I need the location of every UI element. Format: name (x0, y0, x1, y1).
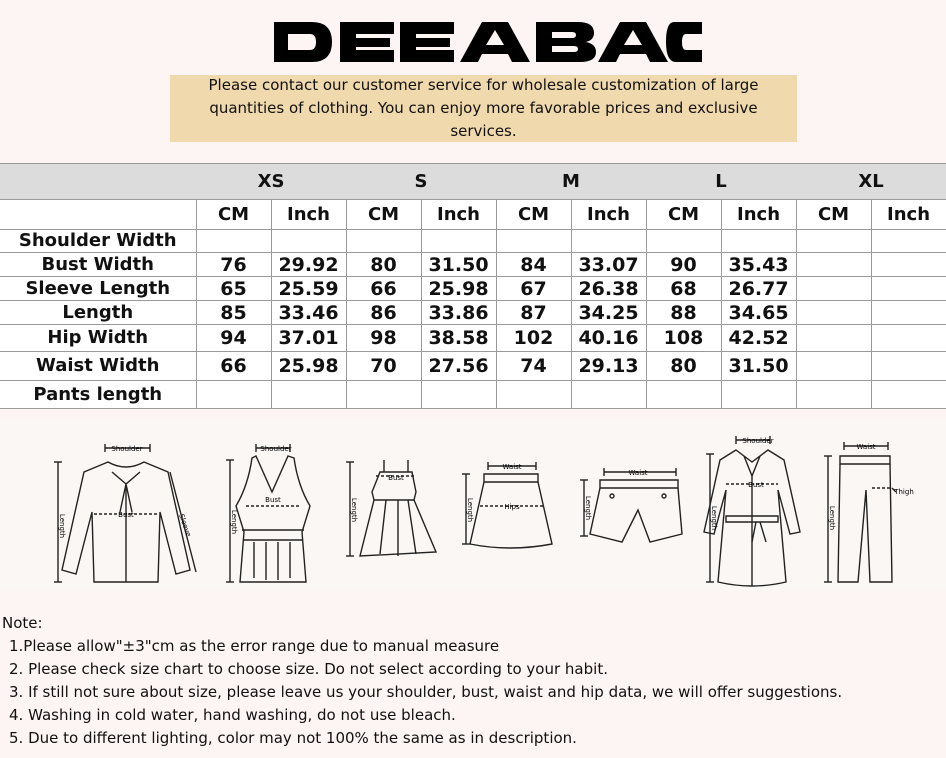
value-cell: 87 (496, 301, 571, 325)
measurement-row (0, 352, 946, 381)
unit-inch: Inch (721, 200, 796, 230)
length-label: Length (584, 495, 592, 521)
value-cell: 25.98 (421, 277, 496, 301)
length-label: Length (710, 505, 718, 531)
shorts-diagram-icon (576, 466, 684, 546)
value-cell: 27.56 (421, 352, 496, 381)
value-cell: 26.77 (721, 277, 796, 301)
value-cell (571, 230, 646, 253)
value-cell: 67 (496, 277, 571, 301)
wholesale-banner (170, 75, 797, 142)
value-cell: 70 (346, 352, 421, 381)
size-xl: XL (796, 164, 946, 200)
shoulder-label: Shoulder (260, 445, 292, 453)
unit-inch: Inch (271, 200, 346, 230)
value-cell: 35.43 (721, 253, 796, 277)
value-cell: 33.86 (421, 301, 496, 325)
note-item: 4. Washing in cold water, hand washing, do not use bleach. (9, 706, 456, 724)
thigh-label: Thigh (894, 488, 914, 496)
coat-diagram-icon (700, 432, 804, 592)
value-cell (196, 230, 271, 253)
value-cell (796, 352, 871, 381)
value-cell (871, 277, 946, 301)
unit-inch: Inch (571, 200, 646, 230)
value-cell: 38.58 (421, 325, 496, 352)
measurement-row (0, 277, 946, 301)
unit-corner-cell (0, 200, 196, 230)
measurement-row (0, 325, 946, 352)
dress-diagram-icon (342, 456, 440, 562)
length-label: Length (466, 497, 474, 523)
note-item: 3. If still not sure about size, please leave us your shoulder, bust, waist and hip data, we will offer suggestions. (9, 683, 843, 701)
value-cell (721, 230, 796, 253)
measurement-row (0, 230, 946, 253)
value-cell (646, 230, 721, 253)
value-cell: 25.98 (271, 352, 346, 381)
sleeve-label: Sleeve (177, 512, 193, 538)
value-cell: 31.50 (721, 352, 796, 381)
waist-label: Waist (502, 463, 522, 471)
value-cell (796, 301, 871, 325)
size-s: S (346, 164, 496, 200)
value-cell (721, 381, 796, 409)
skirt-diagram-icon (458, 458, 554, 554)
value-cell: 65 (196, 277, 271, 301)
value-cell (796, 325, 871, 352)
shoulder-label: Shoulder (111, 445, 143, 453)
value-cell: 84 (496, 253, 571, 277)
row-label: Bust Width (0, 253, 196, 277)
size-m: M (496, 164, 646, 200)
value-cell: 102 (496, 325, 571, 352)
value-cell (871, 381, 946, 409)
value-cell (796, 253, 871, 277)
length-label: Length (58, 513, 66, 539)
note-item: 1.Please allow"±3"cm as the error range due to manual measure (9, 637, 500, 655)
hips-label: Hips (504, 503, 520, 511)
value-cell: 33.46 (271, 301, 346, 325)
value-cell: 66 (346, 277, 421, 301)
value-cell: 29.13 (571, 352, 646, 381)
bust-label: Bust (388, 474, 404, 482)
row-label: Pants length (0, 381, 196, 409)
value-cell: 80 (646, 352, 721, 381)
measurement-row (0, 301, 946, 325)
value-cell (796, 277, 871, 301)
value-cell (646, 381, 721, 409)
row-label: Length (0, 301, 196, 325)
value-cell: 74 (496, 352, 571, 381)
value-cell: 42.52 (721, 325, 796, 352)
value-cell (346, 381, 421, 409)
value-cell (796, 230, 871, 253)
value-cell: 31.50 (421, 253, 496, 277)
value-cell: 86 (346, 301, 421, 325)
value-cell: 33.07 (571, 253, 646, 277)
value-cell (871, 230, 946, 253)
bust-label: Bust (265, 496, 281, 504)
size-header-row (0, 164, 946, 200)
pants-diagram-icon (820, 438, 920, 586)
tank-top-diagram-icon (220, 442, 326, 592)
value-cell: 29.92 (271, 253, 346, 277)
brand-logo (272, 14, 704, 68)
row-label: Hip Width (0, 325, 196, 352)
value-cell: 80 (346, 253, 421, 277)
value-cell: 25.59 (271, 277, 346, 301)
size-l: L (646, 164, 796, 200)
unit-header-row (0, 200, 946, 230)
value-cell: 88 (646, 301, 721, 325)
unit-cm: CM (496, 200, 571, 230)
notes-title: Note: (2, 614, 43, 632)
blouse-diagram-icon (50, 442, 202, 592)
value-cell: 94 (196, 325, 271, 352)
unit-cm: CM (796, 200, 871, 230)
value-cell: 34.65 (721, 301, 796, 325)
value-cell: 40.16 (571, 325, 646, 352)
value-cell: 26.38 (571, 277, 646, 301)
measurement-row (0, 381, 946, 409)
value-cell (796, 381, 871, 409)
value-cell (271, 381, 346, 409)
shoulder-label: Shoulder (742, 437, 774, 445)
value-cell (871, 325, 946, 352)
unit-inch: Inch (871, 200, 946, 230)
value-cell (421, 381, 496, 409)
value-cell: 90 (646, 253, 721, 277)
length-label: Length (350, 497, 358, 523)
value-cell: 37.01 (271, 325, 346, 352)
unit-inch: Inch (421, 200, 496, 230)
value-cell (871, 253, 946, 277)
waist-label: Waist (856, 443, 876, 451)
unit-cm: CM (646, 200, 721, 230)
row-label: Waist Width (0, 352, 196, 381)
value-cell: 68 (646, 277, 721, 301)
note-item: 2. Please check size chart to choose size. Do not select according to your habit. (9, 660, 608, 678)
value-cell (496, 381, 571, 409)
measurement-diagrams (0, 420, 946, 590)
value-cell: 108 (646, 325, 721, 352)
value-cell: 98 (346, 325, 421, 352)
length-label: Length (828, 505, 836, 531)
value-cell: 85 (196, 301, 271, 325)
corner-cell (0, 164, 196, 200)
value-cell: 76 (196, 253, 271, 277)
value-cell (271, 230, 346, 253)
bust-label: Bust (748, 481, 764, 489)
value-cell (346, 230, 421, 253)
notes-section (0, 612, 946, 750)
unit-cm: CM (346, 200, 421, 230)
measurement-row (0, 253, 946, 277)
measurement-rows (0, 230, 946, 409)
value-cell: 66 (196, 352, 271, 381)
size-chart-table (0, 163, 946, 409)
bust-label: Bust (118, 511, 134, 519)
length-label: Length (230, 509, 238, 535)
value-cell (571, 381, 646, 409)
header-area (0, 0, 946, 162)
row-label: Sleeve Length (0, 277, 196, 301)
value-cell: 34.25 (571, 301, 646, 325)
banner-text: Please contact our customer service for wholesale customization of large quantities of clothing. You can enjoy more favorable prices and exclusive services. (208, 76, 759, 140)
unit-cm: CM (196, 200, 271, 230)
value-cell (421, 230, 496, 253)
value-cell (871, 352, 946, 381)
value-cell (196, 381, 271, 409)
waist-label: Waist (628, 469, 648, 477)
value-cell (871, 301, 946, 325)
size-xs: XS (196, 164, 346, 200)
row-label: Shoulder Width (0, 230, 196, 253)
note-item: 5. Due to different lighting, color may not 100% the same as in description. (9, 729, 577, 747)
value-cell (496, 230, 571, 253)
